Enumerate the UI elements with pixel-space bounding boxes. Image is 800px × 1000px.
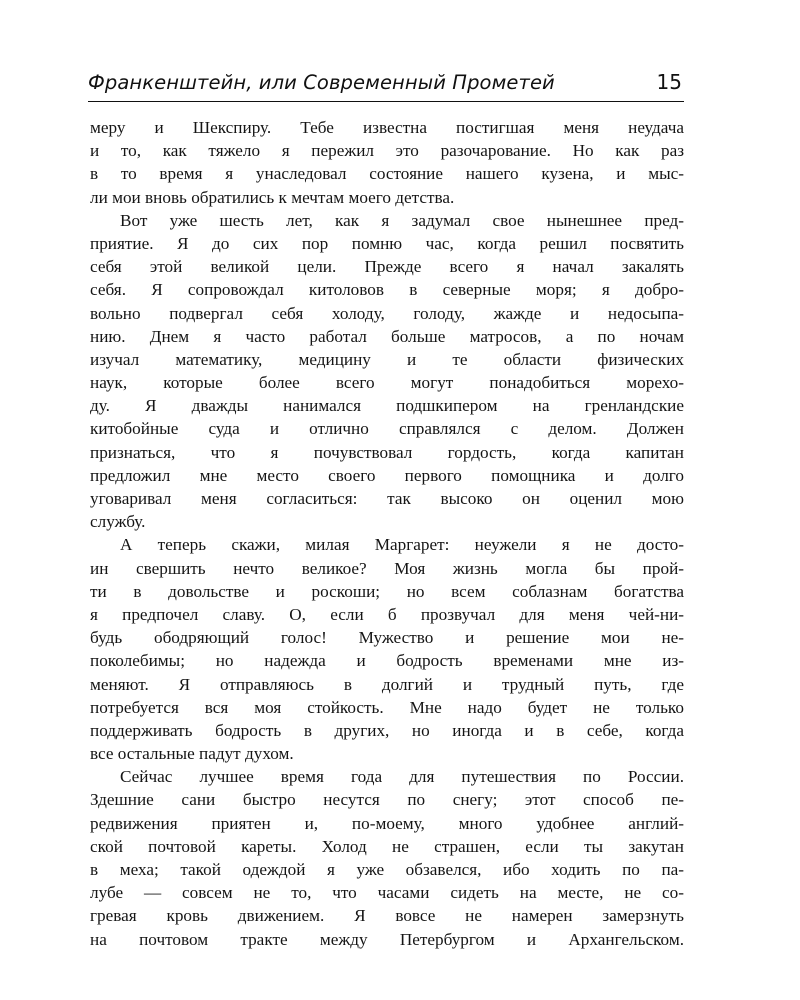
text-line: наук, которые более всего могут понадобиться морехо- <box>90 373 684 393</box>
header-rule <box>88 101 684 102</box>
paragraph-1 <box>90 116 684 209</box>
text-line: вольно подвергал себя холоду, голоду, жажде и недосыпа- <box>90 303 684 323</box>
paragraph-4 <box>90 765 684 951</box>
text-line: службу. <box>90 512 146 532</box>
text-line: предложил мне место своего первого помощника и долго <box>90 465 684 485</box>
text-line: будь ободряющий голос! Мужество и решение мои не- <box>90 628 684 648</box>
text-line: все остальные падут духом. <box>90 744 294 764</box>
text-line: поддерживать бодрость в других, но иногда и в себе, когда <box>90 720 684 740</box>
text-line: в меха; такой одеждой я уже обзавелся, ибо ходить по па- <box>90 860 684 879</box>
running-title: Франкенштейн, или Современный Прометей <box>88 71 555 94</box>
text-line: уговаривал меня согласиться: так высоко он оценил мою <box>90 489 684 508</box>
text-line: китобойные суда и отлично справлялся с делом. Должен <box>90 419 684 439</box>
text-line: поколебимы; но надежда и бодрость временами мне из- <box>90 651 684 671</box>
text-line: Вот уже шесть лет, как я задумал свое нынешнее пред- <box>120 210 684 230</box>
text-line: на почтовом тракте между Петербургом и Архангельском. <box>90 929 684 949</box>
text-line: себя этой великой цели. Прежде всего я начал закалять <box>90 257 684 277</box>
text-line: Здешние сани быстро несутся по снегу; этот способ пе- <box>90 790 684 810</box>
text-line: лубе — совсем не то, что часами сидеть на месте, не со- <box>90 883 684 903</box>
text-line: гревая кровь движением. Я вовсе не намерен замерзнуть <box>90 906 684 926</box>
text-line: ду. Я дважды нанимался подшкипером на гренландские <box>90 396 684 416</box>
text-line: нию. Днем я часто работал больше матросов, а по ночам <box>90 326 684 346</box>
text-line: приятие. Я до сих пор помню час, когда решил посвятить <box>90 233 684 253</box>
text-line: в то время я унаследовал состояние нашего кузена, и мыс- <box>90 164 684 184</box>
text-line: признаться, что я почувствовал гордость, когда капитан <box>90 442 684 462</box>
text-line: ской почтовой кареты. Холод не страшен, если ты закутан <box>90 836 684 856</box>
running-header <box>88 66 684 100</box>
text-line: меняют. Я отправляюсь в долгий и трудный путь, где <box>90 674 684 694</box>
text-line: потребуется вся моя стойкость. Мне надо будет не только <box>90 697 684 717</box>
text-line: ти в довольстве и роскоши; но всем соблазнам богатства <box>90 581 684 601</box>
text-line: Сейчас лучшее время года для путешествия по России. <box>120 767 684 787</box>
text-line: меру и Шекспиру. Тебе известна постигшая меня неудача <box>90 118 684 137</box>
paragraph-2 <box>90 209 684 534</box>
page-number: 15 <box>656 70 682 94</box>
text-line: ли мои вновь обратились к мечтам моего детства. <box>90 187 455 207</box>
text-line: ин свершить нечто великое? Моя жизнь могла бы прой- <box>90 558 684 578</box>
text-line: изучал математику, медицину и те области физических <box>90 349 684 369</box>
text-line: и то, как тяжело я пережил это разочарование. Но как раз <box>90 141 684 161</box>
paragraph-3 <box>90 533 684 765</box>
text-line: редвижения приятен и, по-моему, много удобнее англий- <box>90 813 684 833</box>
text-line: А теперь скажи, милая Маргарет: неужели я не досто- <box>120 535 684 555</box>
text-line: я предпочел славу. О, если б прозвучал для меня чей-ни- <box>90 604 684 624</box>
text-line: себя. Я сопровождал китоловов в северные моря; я добро- <box>90 280 684 300</box>
body-text <box>90 116 684 951</box>
